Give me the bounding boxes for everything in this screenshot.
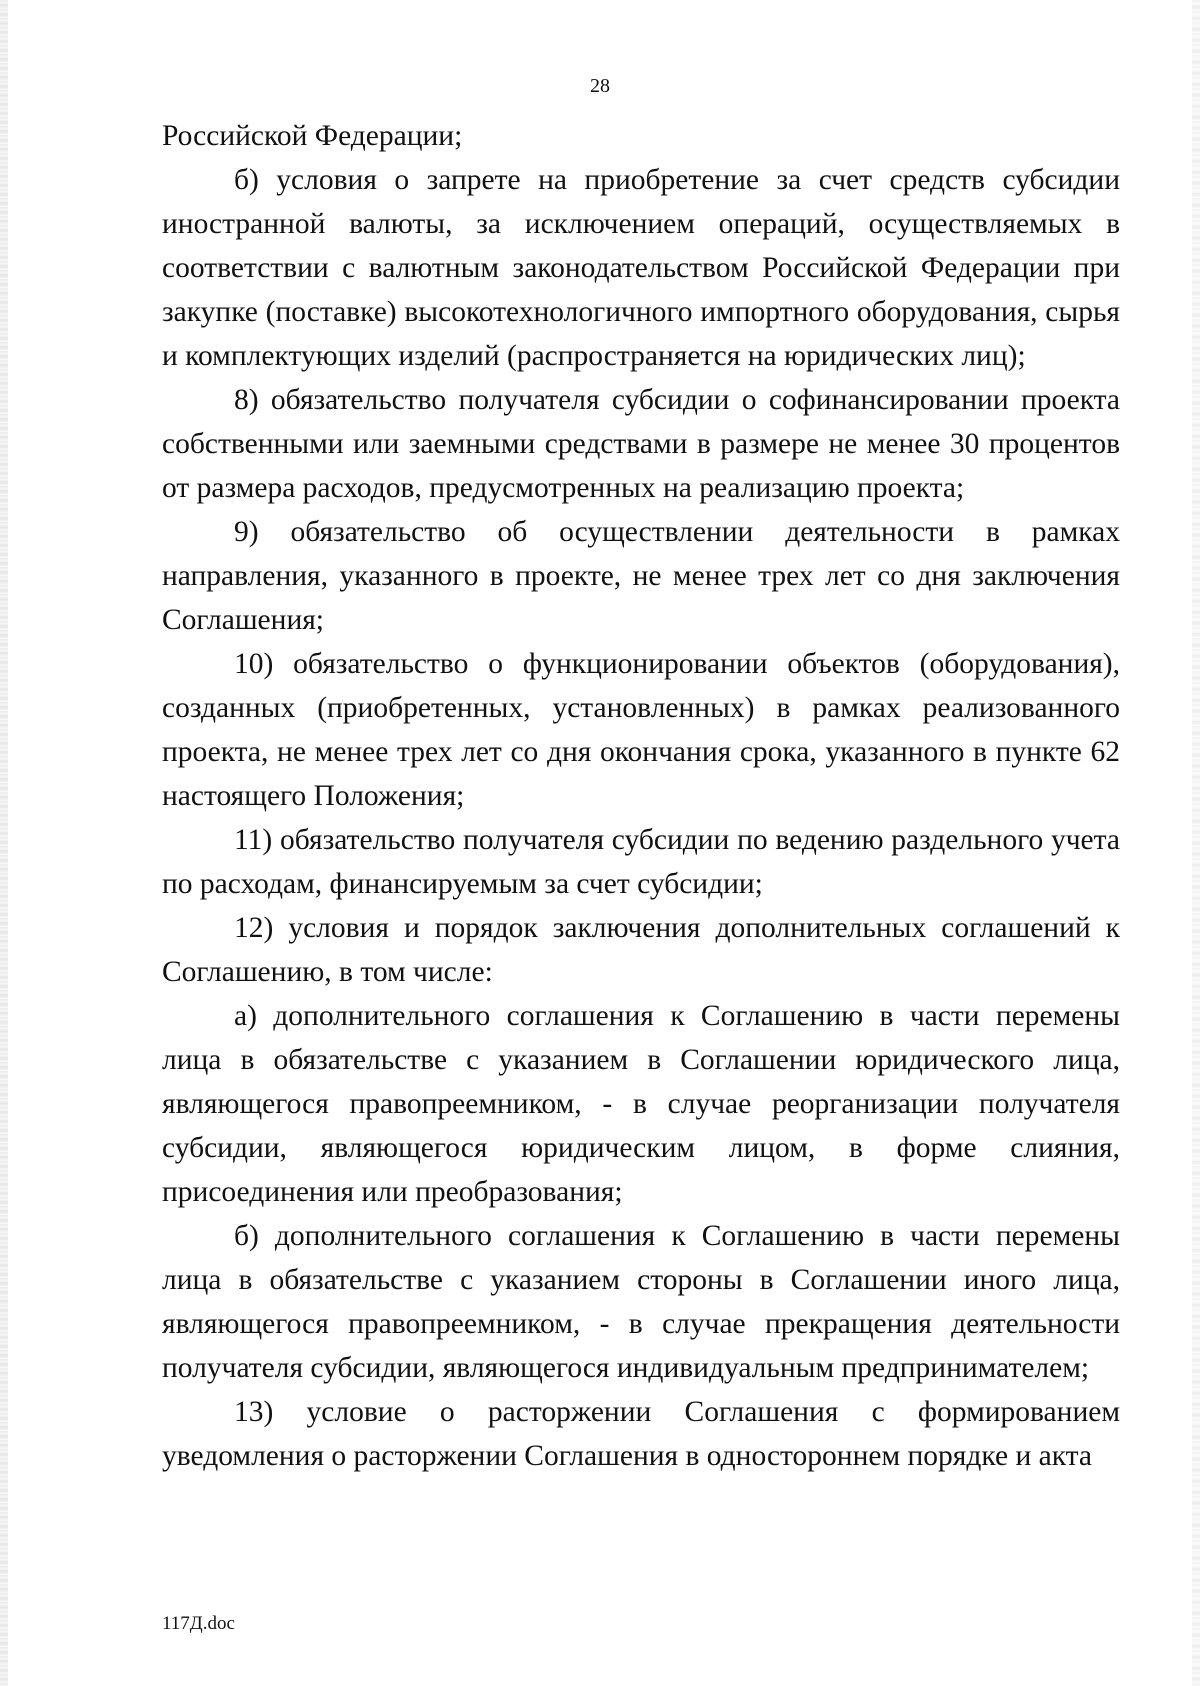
paragraph-item-10: 10) обязательство о функционировании объектов (оборудования), созданных (приобретенных, установленных) в рамках реализованного проекта, не менее трех лет со дня окончания срока, указанного в пункте 62 настоящего Положения; <box>162 648 1120 812</box>
paragraph-item-12b: б) дополнительного соглашения к Соглашению в части перемены лица в обязательстве с указанием стороны в Соглашении иного лица, являющегося правопреемником, - в случае прекращения деятельности получателя субсидии, являющегося индивидуальным предпринимателем; <box>162 1220 1120 1384</box>
paragraph-item-13: 13) условие о расторжении Соглашения с формированием уведомления о расторжении Соглашения в одностороннем порядке и акта <box>162 1396 1120 1472</box>
paragraph-item-8: 8) обязательство получателя субсидии о софинансировании проекта собственными или заемными средствами в размере не менее 30 процентов от размера расходов, предусмотренных на реализацию проекта; <box>162 384 1120 504</box>
paragraph-item-9: 9) обязательство об осуществлении деятельности в рамках направления, указанного в проекте, не менее трех лет со дня заключения Соглашения; <box>162 516 1120 636</box>
paragraph-item-7b: б) условия о запрете на приобретение за счет средств субсидии иностранной валюты, за исключением операций, осуществляемых в соответствии с валютным законодательством Российской Федерации при закупке (поставке) высокотехнологичного импортного оборудования, сырья и комплектующих изделий (распространяется на юридических лиц); <box>162 164 1120 372</box>
paragraph-item-12: 12) условия и порядок заключения дополнительных соглашений к Соглашению, в том числе: <box>162 912 1120 988</box>
document-body <box>162 114 1120 1478</box>
paragraph-item-12a: а) дополнительного соглашения к Соглашению в части перемены лица в обязательстве с указанием в Соглашении юридического лица, являющегося правопреемником, - в случае реорганизации получателя субсидии, являющегося юридическим лицом, в форме слияния, присоединения или преобразования; <box>162 1000 1120 1208</box>
scan-edge-right <box>1192 0 1200 1686</box>
scan-edge-left <box>0 0 8 1686</box>
paragraph-continuation: Российской Федерации; <box>162 120 463 152</box>
page-number: 28 <box>590 75 610 97</box>
paragraph-item-11: 11) обязательство получателя субсидии по ведению раздельного учета по расходам, финансируемым за счет субсидии; <box>162 824 1120 900</box>
footer-file-name: 117Д.doc <box>162 1613 235 1634</box>
